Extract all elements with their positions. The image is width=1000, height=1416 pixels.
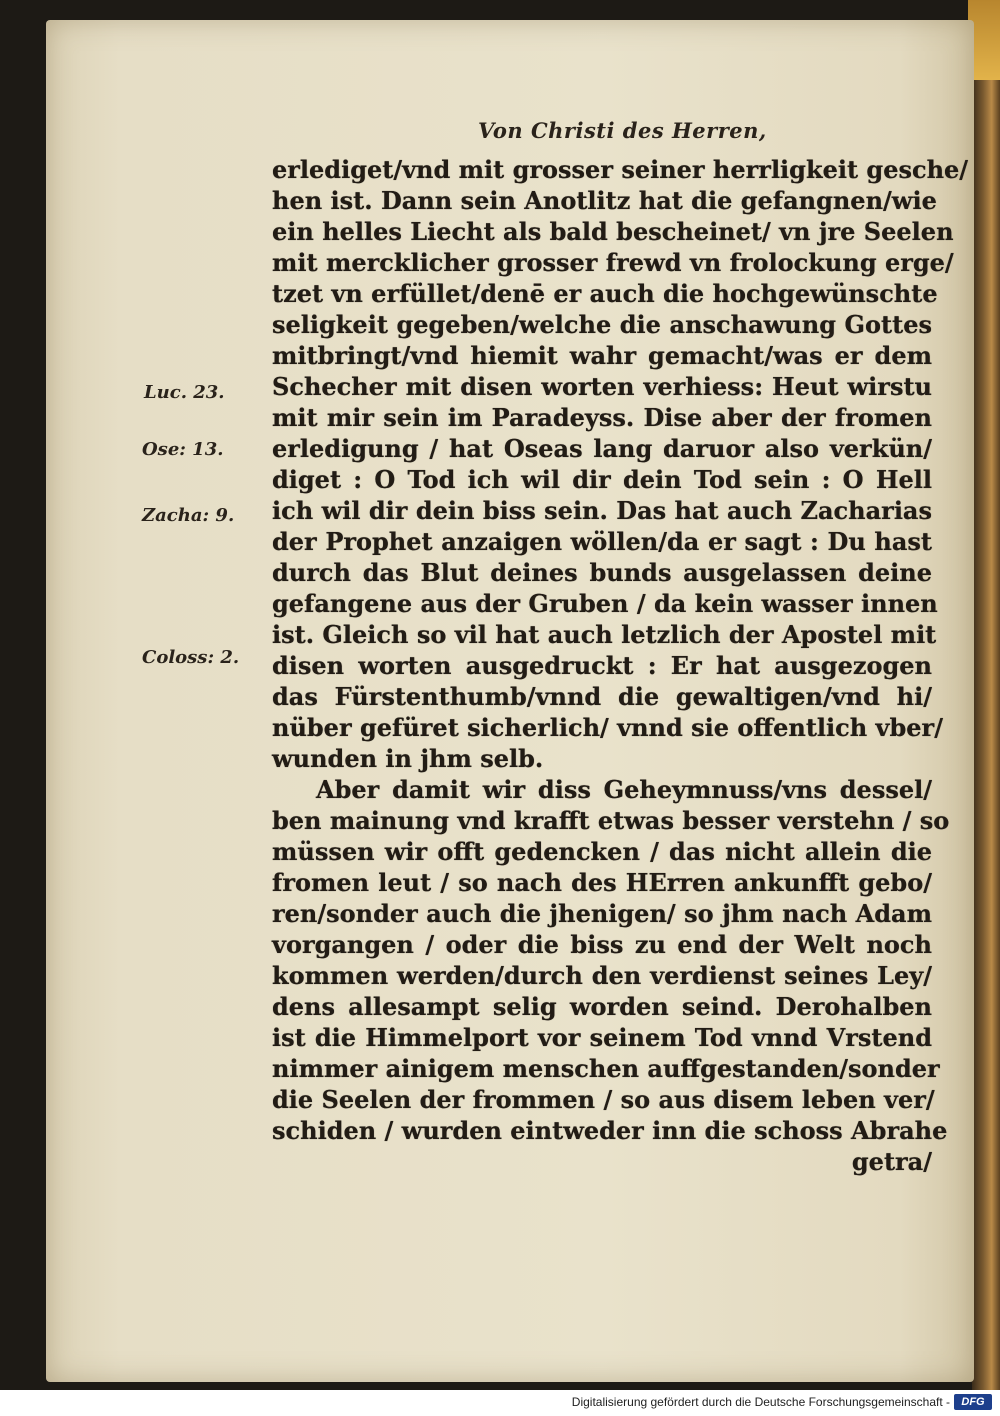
text-line: gefangene aus der Gruben / da kein wasser innen (272, 589, 938, 618)
running-title: Von Christi des Herren, (478, 118, 767, 143)
text-line-paragraph-start: Aber damit wir diss Geheymnuss/vns dessel/ (316, 775, 932, 804)
text-line: seligkeit gegeben/welche die anschawung Gottes (272, 310, 932, 339)
text-line: mit mercklicher grosser frewd vn frolockung erge/ (272, 248, 954, 277)
text-line: kommen werden/durch den verdienst seines Ley/ (272, 961, 932, 990)
text-line: der Prophet anzaigen wöllen/da er sagt : Du hast (272, 527, 932, 556)
margin-note-hosea: Ose: 13. (142, 439, 224, 460)
text-line: ich wil dir dein biss sein. Das hat auch Zacharias (272, 496, 932, 525)
text-line: dens allesampt selig worden seind. Derohalben (272, 992, 932, 1021)
margin-note-zechariah: Zacha: 9. (142, 505, 235, 526)
footer-bar (0, 1390, 1000, 1416)
body-text (272, 154, 969, 1177)
text-line: mit mir sein im Paradeyss. Dise aber der fromen (272, 403, 932, 432)
text-line: ren/sonder auch die jhenigen/ so jhm nach Adam (272, 899, 932, 928)
text-line: diget : O Tod ich wil dir dein Tod sein : O Hell (272, 465, 932, 494)
text-line: Schecher mit disen worten verhiess: Heut wirstu (272, 372, 932, 401)
text-line: ein helles Liecht als bald bescheinet/ vn jre Seelen (272, 217, 954, 246)
text-line: fromen leut / so nach des HErren ankunfft gebo/ (272, 868, 932, 897)
text-line: das Fürstenthumb/vnnd die gewaltigen/vnd hi/ (272, 682, 932, 711)
text-line: wunden in jhm selb. (272, 744, 544, 773)
book-edge (972, 0, 1000, 1390)
text-line: die Seelen der frommen / so aus disem leben ver/ (272, 1085, 935, 1114)
text-line: schiden / wurden eintweder inn die schoss Abrahe (272, 1116, 948, 1145)
text-line: ist die Himmelport vor seinem Tod vnnd Vrstend (272, 1023, 932, 1052)
text-line: erlediget/vnd mit grosser seiner herrligkeit gesche/ (272, 155, 969, 184)
text-line: hen ist. Dann sein Anotlitz hat die gefangnen/wie (272, 186, 937, 215)
text-line: nüber gefüret sicherlich/ vnnd sie offentlich vber/ (272, 713, 943, 742)
margin-note-luke: Luc. 23. (144, 382, 225, 403)
margin-note-colossians: Coloss: 2. (142, 647, 240, 668)
text-line: durch das Blut deines bunds ausgelassen deine (272, 558, 932, 587)
text-line: müssen wir offt gedencken / das nicht allein die (272, 837, 932, 866)
text-line: vorgangen / oder die biss zu end der Welt noch (272, 930, 932, 959)
text-line: mitbringt/vnd hiemit wahr gemacht/was er dem (272, 341, 932, 370)
catchword: getra/ (851, 1147, 932, 1176)
text-line: ben mainung vnd krafft etwas besser verstehn / so (272, 806, 950, 835)
text-line: nimmer ainigem menschen auffgestanden/sonder (272, 1054, 940, 1083)
text-line: tzet vn erfüllet/denē er auch die hochgewünschte (272, 279, 938, 308)
text-line: disen worten ausgedruckt : Er hat ausgezogen (272, 651, 932, 680)
funding-credit: Digitalisierung gefördert durch die Deutsche Forschungsgemeinschaft - (571, 1395, 950, 1409)
text-line: ist. Gleich so vil hat auch letzlich der Apostel mit (272, 620, 937, 649)
text-line: erledigung / hat Oseas lang daruor also verkün/ (272, 434, 932, 463)
dfg-logo: DFG (954, 1394, 992, 1410)
